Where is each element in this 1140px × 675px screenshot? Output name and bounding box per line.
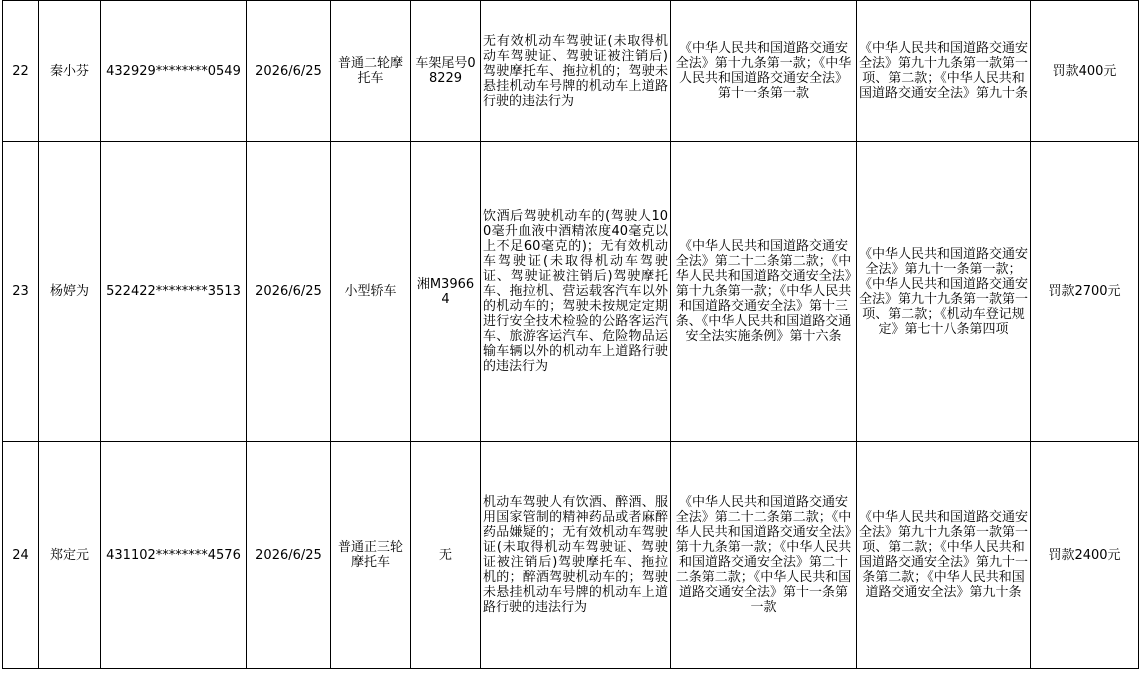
- row-index: 22: [3, 1, 39, 142]
- fine-amount: 罚款2700元: [1031, 142, 1139, 442]
- penalty-date: 2026/6/25: [247, 142, 331, 442]
- id-number: 431102********4576: [101, 442, 247, 669]
- table-row: [3, 142, 1139, 442]
- table-row: [3, 1, 1139, 142]
- plate-number: 无: [411, 442, 481, 669]
- penalty-date: 2026/6/25: [247, 1, 331, 142]
- row-index: 23: [3, 142, 39, 442]
- penalty-basis: 《中华人民共和国道路交通安全法》第九十九条第一款第一项、第二款；《中华人民共和国道路交通安全法》第九十一条第二款；《中华人民共和国道路交通安全法》第九十条: [857, 442, 1031, 669]
- vehicle-type: 小型轿车: [331, 142, 411, 442]
- plate-number: 车架尾号08229: [411, 1, 481, 142]
- plate-number: 湘M39664: [411, 142, 481, 442]
- violation-description: 饮酒后驾驶机动车的(驾驶人100毫升血液中酒精浓度40毫克以上不足60毫克的)；无有效机动车驾驶证(未取得机动车驾驶证、驾驶证被注销后)驾驶摩托车、拖拉机、营运载客汽车以外的机动车的；驾驶未按规定定期进行安全技术检验的公路客运汽车、旅游客运汽车、危险物品运输车辆以外的机动车上道路行驶的违法行为: [481, 142, 671, 442]
- vehicle-type: 普通二轮摩托车: [331, 1, 411, 142]
- offender-name: 郑定元: [39, 442, 101, 669]
- violation-description: 机动车驾驶人有饮酒、醉酒、服用国家管制的精神药品或者麻醉药品嫌疑的；无有效机动车驾驶证(未取得机动车驾驶证、驾驶证被注销后)驾驶摩托车、拖拉机的；醉酒驾驶机动车的；驾驶未悬挂机动车号牌的机动车上道路行驶的违法行为: [481, 442, 671, 669]
- fine-amount: 罚款400元: [1031, 1, 1139, 142]
- row-index: 24: [3, 442, 39, 669]
- offender-name: 杨婷为: [39, 142, 101, 442]
- penalty-date: 2026/6/25: [247, 442, 331, 669]
- id-number: 522422********3513: [101, 142, 247, 442]
- violated-law: 《中华人民共和国道路交通安全法》第二十二条第二款；《中华人民共和国道路交通安全法》第十九条第一款；《中华人民共和国道路交通安全法》第二十二条第二款；《中华人民共和国道路交通安全法》第十一条第一款: [671, 442, 857, 669]
- id-number: 432929********0549: [101, 1, 247, 142]
- violated-law: 《中华人民共和国道路交通安全法》第二十二条第二款；《中华人民共和国道路交通安全法》第十九条第一款；《中华人民共和国道路交通安全法》第十三条、《中华人民共和国道路交通安全法实施条例》第十六条: [671, 142, 857, 442]
- violation-description: 无有效机动车驾驶证(未取得机动车驾驶证、驾驶证被注销后)驾驶摩托车、拖拉机的；驾驶未悬挂机动车号牌的机动车上道路行驶的违法行为: [481, 1, 671, 142]
- penalty-basis: 《中华人民共和国道路交通安全法》第九十一条第一款；《中华人民共和国道路交通安全法》第九十九条第一款第一项、第二款；《机动车登记规定》第七十八条第四项: [857, 142, 1031, 442]
- table-row: [3, 442, 1139, 669]
- violated-law: 《中华人民共和国道路交通安全法》第十九条第一款；《中华人民共和国道路交通安全法》第十一条第一款: [671, 1, 857, 142]
- fine-amount: 罚款2400元: [1031, 442, 1139, 669]
- penalty-basis: 《中华人民共和国道路交通安全法》第九十九条第一款第一项、第二款；《中华人民共和国道路交通安全法》第九十条: [857, 1, 1031, 142]
- vehicle-type: 普通正三轮摩托车: [331, 442, 411, 669]
- offender-name: 秦小芬: [39, 1, 101, 142]
- penalty-table: [2, 0, 1139, 669]
